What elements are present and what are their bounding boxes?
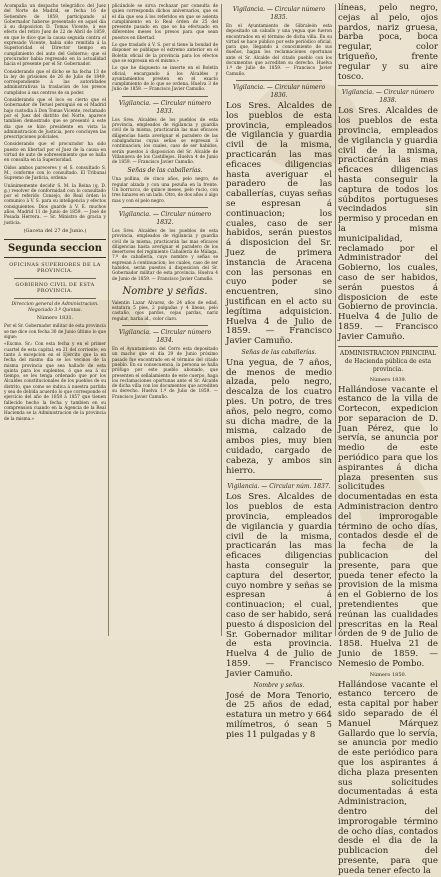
government-heading: GOBIERNO CIVIL DE ESTA PROVINCIA. [15, 281, 95, 295]
divider [236, 479, 322, 480]
paragraph: Valentin Lazar Alvarez, de 24 años de edad, estatura 5 pies, 2 pulgadas y 4 líneas, pelo castaño, ojos pardos, cejas pardas, nariz regular, barba id., color claro. [112, 300, 218, 322]
paragraph: Los Sres. Alcaldes de los pueblos de esta provincia, empleados de vigilancia y guardia civil de la misma, practicarán las mas eficaces diligencias hasta conseguir la captura de todos los súbditos portugueses vecindados sin permiso y procedan en la misma municipalidad, reclamado por el Administrador del Gobierno, los cuales, caso de ser habidos, serán puestos á disposicion de este Gobierno de provincia. Huelva 4 de Julio de 1859. — Francisco Javier Camuño. [338, 106, 438, 342]
paragraph: Los Sres. Alcaldes de los pueblos de esta provincia, empleados de vigilancia y guardia civil de la misma, practicarán las mas eficaces diligencias hasta averiguar el paradero de los desertores del regimiento Caballería de Málaga, 7.º de caballería, cuyo nombre y señas se espresan á continuacion; los cuales, caso de ser habidos, serán puestos á disposicion del Sr. Gobernador militar de esta provincia. Huelva 4 de Junio de 1859. — Francisco Javier Camuño. [112, 228, 218, 282]
paragraph: Considerando que el dicho se ha fecha 13 de la ley de prisiones de 26 de Julio de 1849, correspondiente á las autoridades administrativas la traslacion de los presos cumplidos á sus centros de su poder. [4, 69, 106, 96]
notice-title: Vigilancia. — Circular núm. 1837. [227, 483, 331, 491]
paragraph: Considerando que el loco es cierto que el Gobernador de Teruel persiguió en el Madrid bajo custodia á Don Tomas Vicente, reclamado por el Juez del distrito del Norte, aparece también demostrado que se presentó á este dia que se hizo presidente en vista la administracion de Justicia, pero concluyen las prescripciones policiales. [4, 98, 106, 141]
gazette-reference: (Gaceta del 27 de Junio.) [23, 227, 87, 234]
offices-heading: OFICINAS SUPERIORES DE LA PROVINCIA. [9, 261, 101, 275]
column-2 [112, 4, 218, 636]
administration-heading: ADMINISTRACION PRINCIPAL de Hacienda pública de esta provincia. [339, 349, 437, 373]
column-3 [226, 4, 332, 740]
column-4 [338, 3, 438, 876]
divider [14, 298, 96, 299]
notice-title: Vigilancia. — Circular número 1832. [118, 210, 212, 226]
column-1 [4, 4, 106, 636]
divider [122, 325, 208, 326]
paragraph: Considerando que el procurador ha sido puesto en libertad por el Juez de la causa en virtud de auto de sobreseimiento que se halla en consulta en la Superioridad. [4, 142, 106, 164]
divider [338, 85, 438, 86]
notice-subtitle: Señas de las caballerías. [241, 348, 317, 356]
paragraph: Una yegua, de 7 años, de menos de medio alzada, pelo negro, descalza de los cuatro pies. Un potro, de tres años, pelo negro, como su dicha madre, de la misma, calzado de ambos pies, muy bien cuidado, cargado de cabeza, y ambos sin hierro. [226, 357, 332, 476]
divider [236, 80, 322, 81]
divider [122, 207, 208, 208]
paragraph: Los Sres. Alcaldes de los pueblos de esta provincia, empleados de vigilancia y guardia civil de la misma, practicarán las mas eficaces diligencias hasta averiguar el paradero de las cabalgaduras cuyas señas se espresan á continuacion; los cuales, caso de ser habidos, serán puestos á disposicion del Sr. Alcalde de Villanueva de los Castillejos. Huelva 4 de Junio de 1859. — Francisco Javier Camuño. [112, 117, 218, 166]
column-rule [335, 4, 336, 636]
paragraph: Una pollina, de cinco años, pelo negro, de regular alzada y con una pezuña en la frente. Un borrucco, de quince meses, pelo rucio, con tres lunares en un lado. Otro, de dos años ó algo mas y con el pelo negro. [112, 177, 218, 204]
notice-number: Número 1831. [36, 315, 74, 322]
paragraph: Los Sres. Alcaldes de los pueblos de esta provincia, empleados de vigilancia y guardia civil de la misma, practicarán las mas eficaces diligencias hasta conseguir la captura del desertor, cuyo nombre y señas se espresan á continuacion; el cual, caso de ser habido, será puesto á disposicion del Sr. Gobernador militar de esta provincia. Huelva 4 de Julio de 1859. — Francisco Javier Camuño. [226, 492, 332, 679]
divider [14, 278, 96, 279]
notice-number: Número 1850. [369, 671, 407, 678]
notice-title: Vigilancia. — Circular número 1834. [118, 329, 212, 345]
paragraph: Los Sres. Alcaldes de los pueblos de esta provincia, empleados de vigilancia y guardia civil de la misma, practicarán las mas eficaces diligencias hasta averiguar el paradero de las caballerías, cuyas señas se espresan á continuacion; los cuales, caso de ser habidos, serán puestos á disposicion del Sr. Juez de primera instancia de Aracena con las personas en cuyo poder se encuentren, sino justifican en el acto su legítima adquisicion. Huelva 4 de Julio de 1859. — Francisco Javier Camuño. [226, 100, 332, 347]
paragraph: José de Mora Tenorio, de 25 años de edad, estatura un metro y 664 milímetros, ó sean 5 pies 11 pulgadas y 8 [226, 690, 332, 740]
paragraph: Lo que he dispuesto se inserte en el Boletín oficial, encargando á los Alcaldes y ayuntamientos presten en el exacto cumplimiento de lo que se ordena. Huelva 3 de Julio de 1859. — Francisco Javier Camuño. [112, 66, 218, 93]
paragraph: Por el Sr. Gobernador militar de esta provincia se me dice con fecha 30 de Junio último lo que sigue: [4, 324, 106, 341]
paragraph: Hallándose vacante el estanco tercero de esta capital por haber sido separado de él Manuel Márquez Gallardo que lo servía, se anuncia por medio de este periódico para que los aspirantes á dicha plaza presenten sus solicitudes documentadas á esta Administracion, dentro del improrogable término de ocho días, contados desde el dia de la publicacion del presente, para que pueda tener efecto la [338, 679, 438, 876]
notice-title: Vigilancia. — Circular número 1838. [341, 89, 435, 105]
paragraph: líneas, pelo negro, cejas al pelo, ojos pardos, nariz gruesa, barba poca, boca regular, color trigueño, frente regular y su aire tosco. [338, 3, 438, 82]
paragraph: En el Ayuntamiento del Cerro esta depositado un macho que el día 29 de Junio próximo pasado fue encontrado en el término del citado pueblo. En su consecuencia, la persona se halla prófugo por este pueblo abonado, que presenten el señalamiento de este cuerpo, haga los reclamaciones oportunas ante el Sr. Alcalde de dicha villa con los documentos que acrediten su derecho. Huelva 1.º de Julio de 1859. — Francisco Javier Camuño. [112, 347, 218, 400]
paragraph: Lo que traslado á V. S. por si tiene la bondad de disponer se publique el extremo anterior en el Boletín oficial de la provincia para los efectos que se expresan en el mismo.» [112, 43, 218, 64]
notice-title: Vigilancia. — Circular número 1833. [118, 99, 212, 115]
paragraph: Hallándose vacante el estanco de la villa de Cortecon, expedicion por separacion de D. Juan Pérez, que lo servía, se anuncia por medio de este periódico para que los aspirantes á dicha plaza presenten sus solicitudes documentadas en esta Administracion dentro del improrogable término de ocho días, contados desde el de la fecha de la publicacion del presente, para que pueda tener efecto la provision de la misma en el Gobierno de los pretendientes que reúnan las cualidades prescritas en la Real órden de 9 de Julio de 1858. Huelva 21 de Junio de 1859. — Nemesio de Pombo. [338, 384, 438, 669]
paragraph: En el Ayuntamiento de Gibraleón esta depositado un caballo y una yegua que fueron encontrados en el término de dicha villa. En su virtud se hace público por este periódico oficial, para que, llegando á conocimiento de sus dueños, hagan los reclamaciones oportunas ante el Sr. Alcalde del citado pueblo con los documentos que acrediten su derecho. Huelva 1.º de Julio de 1859. — Francisco Javier Camuño. [226, 24, 332, 77]
notice-subtitle: Nombre y señas. [122, 285, 208, 297]
notice-subtitle: Nombre y señas. [253, 681, 305, 689]
divider [122, 96, 208, 97]
paragraph: plicándole se sirva rechazar por consulta de quien corresponda dichos aniversarios, que es el dia que sea á los referidos en que se asienta cumplimiento en lo Real órden de 25 del presente pasado en que se ha efectuado en diferentes meses los presos para que sean puestos en libertad. [112, 4, 218, 41]
paragraph: Acompaña un despacho telegráfico del Juez del Norte de Madrid, se fecha 16 de Setiembre de 1859, participando al Gobernador haberse presentado en aquel día á su disposicion D. Tomas Vicente, á ese efecto del retiro Juez de 22 de Abril de 1859, en que le dice que la causa seguida contra el expresado Vicente, habia sido remitida á la Superioridad el Director tiempo en cumplimiento del auto del Gobierno; que el procurador habia regresado en la actualidad hácia el presente por el Sr. Gobernador. [4, 4, 106, 68]
divider [338, 346, 438, 347]
section-title: Segunda seccion [4, 239, 106, 258]
paragraph: «Excmo. Sr.: Con esta fecha y en el primer cuartel de esta capital, en 21 del corriente, en tanto á excepcion en el Ejército que la en fecha del mismo dia se los vecinos de la misma provincia que sea hallado de esta quinta para los suplentes, ó que sea á su tiempo, se les tenga ordenado que por los Alcaldes constitucionales de los pueblos de su distrito, que como se indica á nuestra partida y sea de debida acuerdo lo que corresponde el ejercicio del año de 1858 á 1857 que tienen fallecido hecho la fecha y tambien en su comprension cuando en la Agencia de la Real Hacienda se la Administracion de la provincia de la misma.» [4, 342, 106, 422]
paragraph: Unánimemente decidir S. M. la Reina (q. D. g.) resolver de conformidad con lo consultado por el referido Consejo, de Real órden lo comunico á V. S. para su inteligencia y efectos consiguientes. Dios guarde á V. E. muchos años. Madrid 11 de Junio de 1859. — José de Posada Herrera. — Sr. Ministro de gracia y justicia. [4, 183, 106, 226]
notice-title: Vigilancia. — Circular número 1835. [232, 6, 326, 21]
notice-subtitle: Señas de las caballerías. [127, 167, 203, 175]
paragraph: Oídos ambos pareceres y el S. consultado S. M., conforme con lo consultado. El Tribunal Supremo de Justicia, ordena: [4, 165, 106, 182]
notice-number: Número 1839. [369, 376, 407, 383]
column-rule [221, 4, 222, 636]
direction-heading: Direccion general de Administracion. Negociado 3.º Quintas. [11, 301, 99, 313]
column-rule [108, 4, 109, 636]
notice-title: Vigilancia. — Circular número 1836. [232, 83, 326, 99]
